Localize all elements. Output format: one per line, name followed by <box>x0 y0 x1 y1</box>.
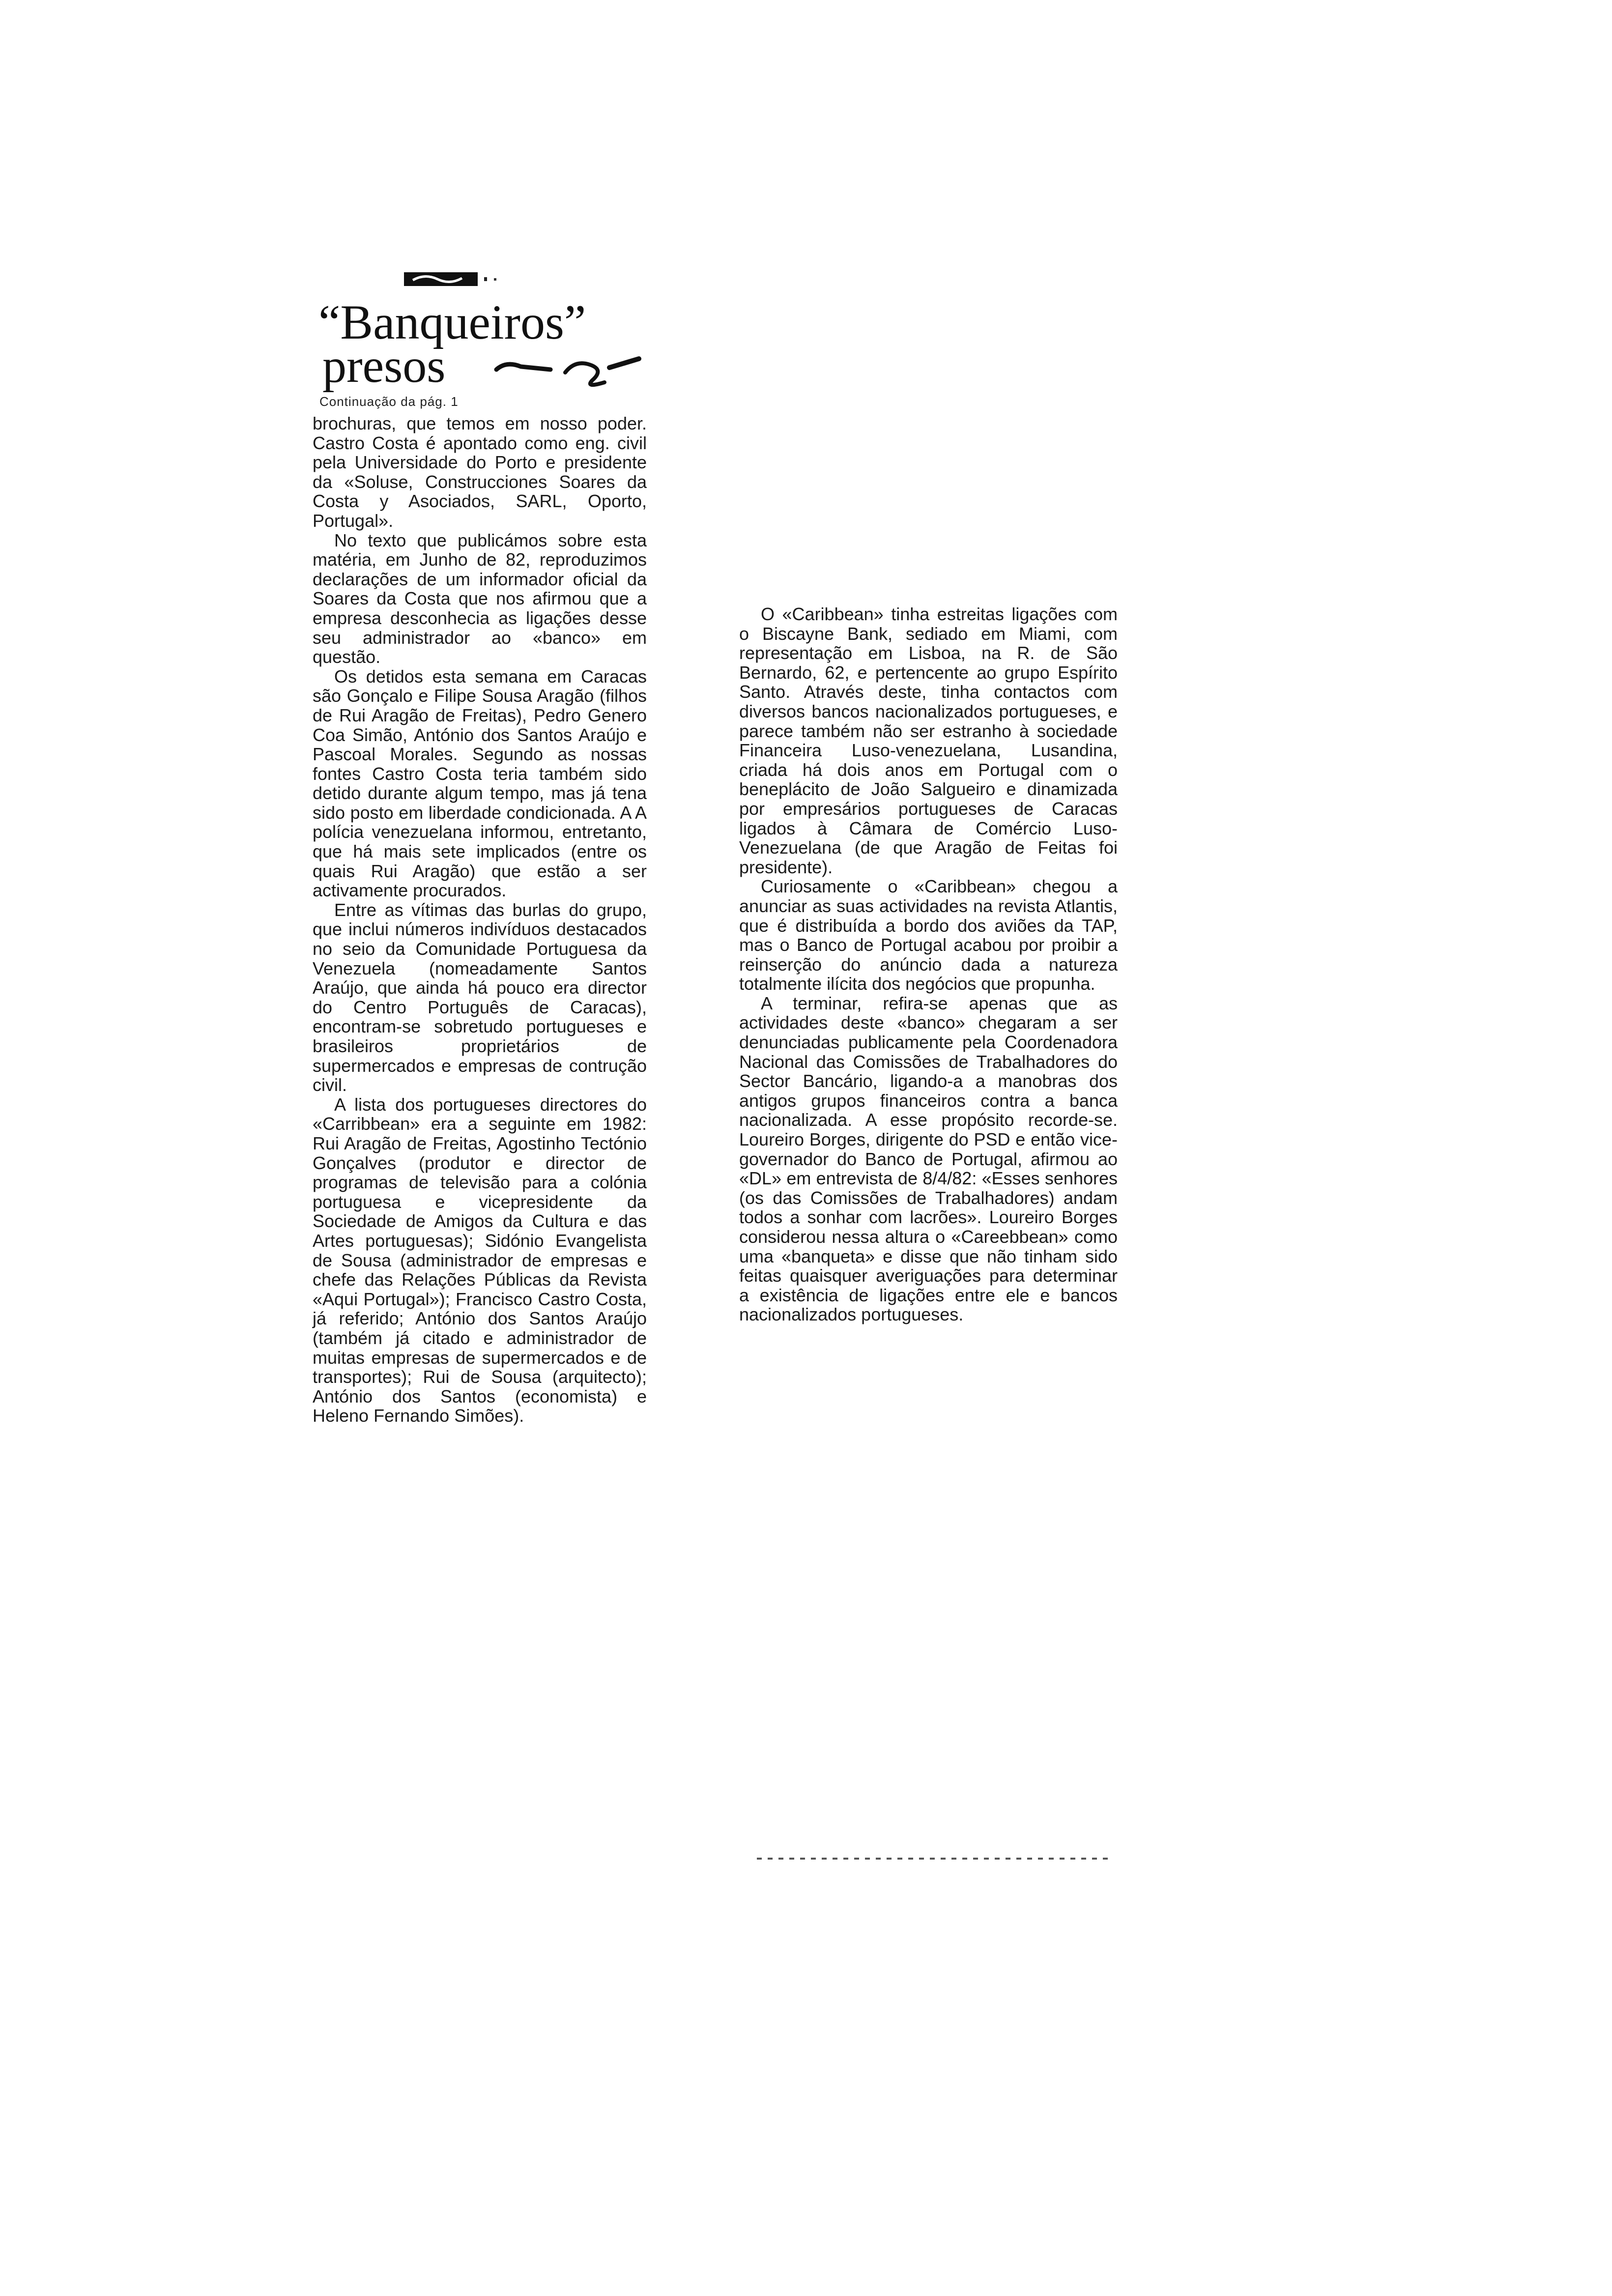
paragraph: Os detidos esta semana em Caracas são Gonçalo e Filipe Sousa Aragão (filhos de Rui Aragão de Freitas), Pedro Genero Coa Simão, António dos Santos Araújo e Pascoal Morales. Segundo as nossas fontes Castro Costa teria também sido detido durante algum tempo, mas já tena sido posto em liberdade condicionada. A A polícia venezuelana informou, entretanto, que há mais sete implicados (entre os quais Rui Aragão) que estão a ser activamente procurados. <box>313 666 647 901</box>
column-end-rule <box>757 1858 1111 1860</box>
paragraph: brochuras, que temos em nosso poder. Castro Costa é apontado como eng. civil pela Universidade do Porto e presidente da «Soluse, Construcciones Soares da Costa y Asociados, SARL, Oporto, Portugal». <box>313 413 647 531</box>
paragraph: O «Caribbean» tinha estreitas ligações com o Biscayne Bank, sediado em Miami, com representação em Lisboa, na R. de São Bernardo, 62, e pertencente ao grupo Espírito Santo. Através deste, tinha contactos com diversos bancos nacionalizados portugueses, e parece também não ser estranho à sociedade Financeira Luso-venezuelana, Lusandina, criada há dois anos em Portugal com o beneplácito de João Salgueiro e dinamizada por empresários portugueses de Caracas ligados à Câmara de Comércio Luso-Venezuelana (de que Aragão de Feitas foi presidente). <box>739 604 1118 877</box>
article-column-left <box>313 414 647 1918</box>
headline-line-1: “Banqueiros” <box>318 295 586 349</box>
paragraph: Curiosamente o «Caribbean» chegou a anunciar as suas actividades na revista Atlantis, que é distribuída a bordo dos aviões da TAP, mas o Banco de Portugal acabou por proibir a reinserção do anúncio dada a natureza totalmente ilícita dos negócios que propunha. <box>739 876 1118 994</box>
article-column-right <box>739 604 1118 1799</box>
paragraph: A terminar, refira-se apenas que as actividades deste «banco» chegaram a ser denunciadas publicamente pela Coordenadora Nacional das Comissões de Trabalhadores do Sector Bancário, ligando-a a manobras dos antigos grupos financeiros contra a banca nacionalizada. A esse propósito recorde-se. Loureiro Borges, dirigente do PSD e então vice-governador do Banco de Portugal, afirmou ao «DL» em entrevista de 8/4/82: «Esses senhores (os das Comissões de Trabalhadores) andam todos a sonhar com lacrões». Loureiro Borges considerou nessa altura o «Careebbean» como uma «banqueta» e disse que não tinham sido feitas quaisquer averiguações para determinar a existência de ligações entre ele e bancos nacionalizados portugueses. <box>739 993 1118 1325</box>
paragraph: Entre as vítimas das burlas do grupo, que inclui números indivíduos destacados no seio da Comunidade Portuguesa da Venezuela (nomeadamente Santos Araújo, que ainda há pouco era director do Centro Português de Caracas), encontram-se sobretudo portugueses e brasileiros proprietários de supermercados e empresas de contrução civil. <box>313 899 647 1095</box>
paragraph: No texto que publicámos sobre esta matéria, em Junho de 82, reproduzimos declarações de um informador oficial da Soares da Costa que nos afirmou que a empresa desconhecia as ligações desse seu administrador ao «banco» em questão. <box>313 530 647 667</box>
headline-line-2: presos <box>322 340 446 393</box>
handwritten-mark <box>491 350 649 389</box>
paragraph: A lista dos portugueses directores do «Carribbean» era a seguinte em 1982: Rui Aragão de Freitas, Agostinho Tectónio Gonçalves (produtor e director de programas de televisão para a colónia portuguesa e vicepresidente da Sociedade de Amigos da Cultura e das Artes portuguesas); Sidónio Evangelista de Sousa (administrador de empresas e chefe das Relações Públicas da Revista «Aqui Portugal»); Francisco Castro Costa, já referido; António dos Santos Araújo (também já citado e administrador de muitas empresas de supermercados e de transportes); Rui de Sousa (arquitecto); António dos Santos (economista) e Heleno Fernando Simões). <box>313 1094 647 1426</box>
continuation-note: Continuação da pág. 1 <box>319 394 459 409</box>
header-logo-mark <box>403 269 501 289</box>
